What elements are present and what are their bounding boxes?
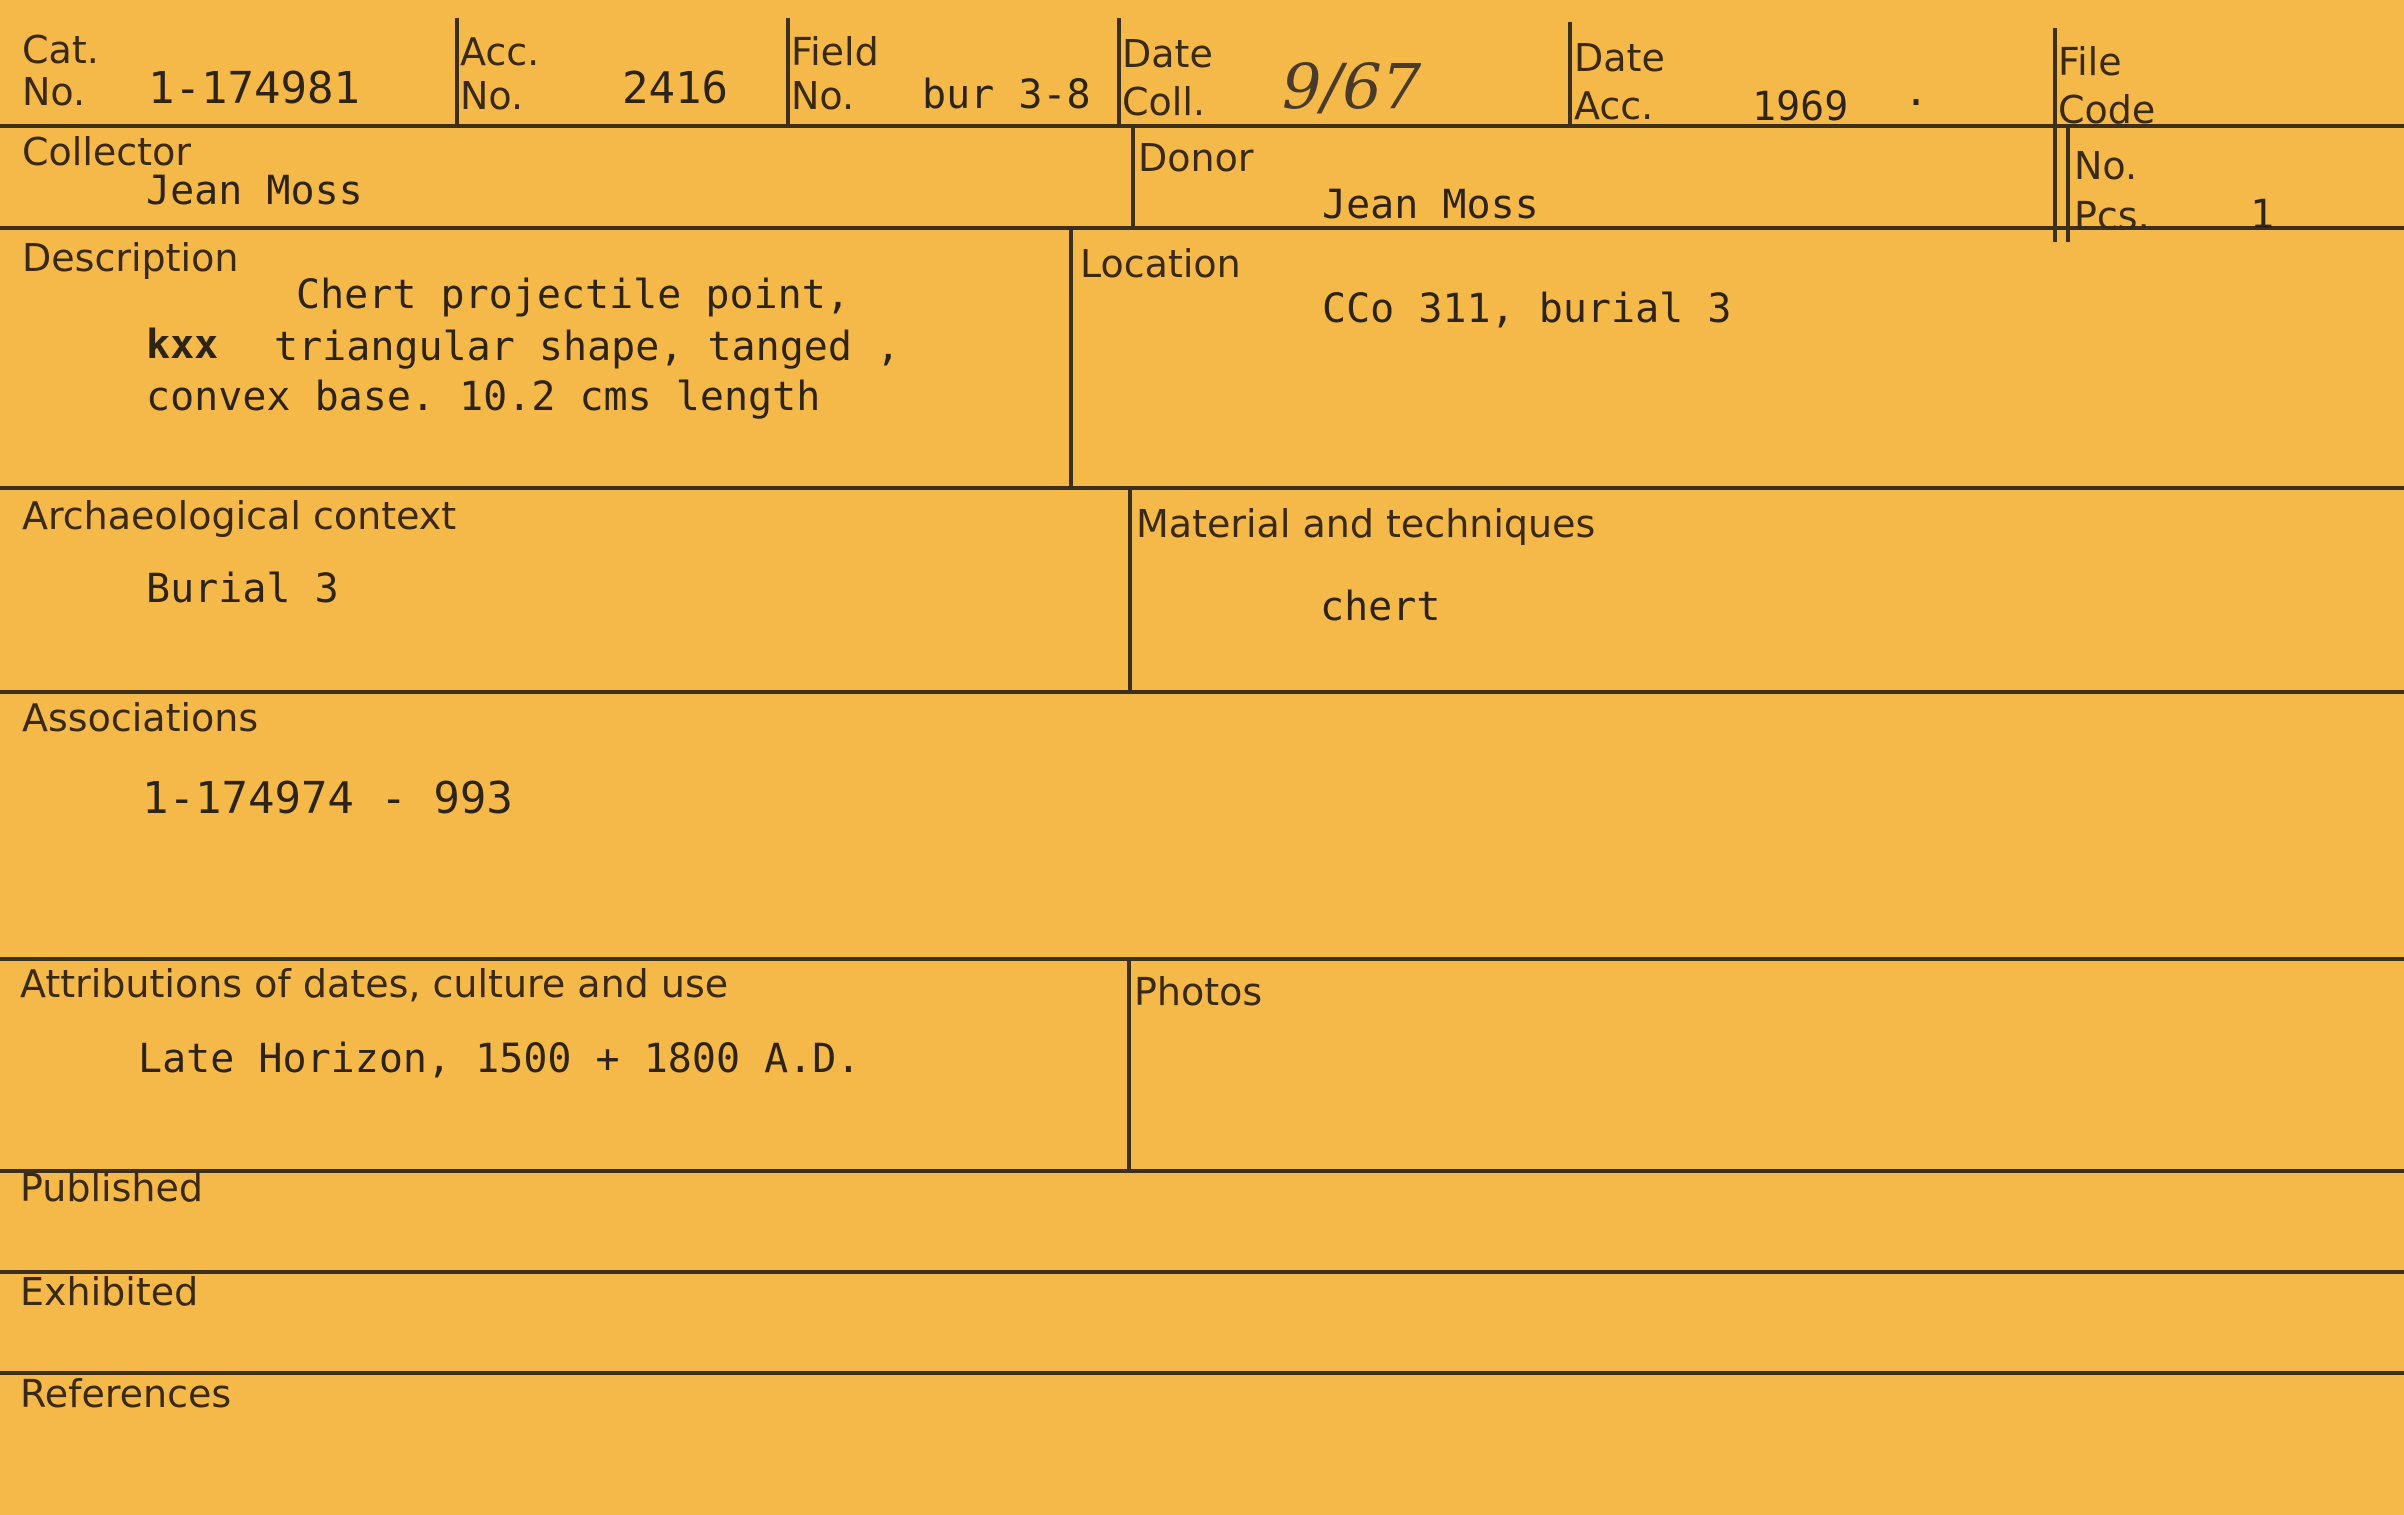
- rule-header-bottom: [0, 124, 2404, 128]
- rule-attributions-bottom: [0, 1169, 2404, 1173]
- donor-value: Jean Moss: [1322, 182, 1539, 228]
- references-label: References: [20, 1372, 232, 1416]
- date-acc-mark: ·: [1904, 80, 1929, 126]
- description-label: Description: [22, 236, 239, 280]
- exhibited-label: Exhibited: [20, 1270, 199, 1314]
- no-pcs-value: 1: [2250, 192, 2275, 238]
- file-code-label-2: Code: [2058, 88, 2156, 132]
- context-label: Archaeological context: [22, 494, 457, 538]
- date-coll-value: 9/67: [1282, 50, 1422, 123]
- rule-v-filecode: [2053, 28, 2057, 242]
- date-acc-label-1: Date: [1574, 36, 1665, 80]
- collector-label: Collector: [22, 130, 191, 174]
- rule-v-donor-pcs: [2066, 126, 2070, 242]
- location-label: Location: [1080, 242, 1241, 286]
- description-line-1: Chert projectile point,: [296, 272, 850, 318]
- file-code-label-1: File: [2058, 40, 2122, 84]
- rule-v-datecoll-dateacc: [1568, 22, 1572, 126]
- description-line-2: triangular shape, tanged ,: [274, 324, 901, 370]
- rule-v-context-material: [1128, 488, 1132, 692]
- date-coll-label-2: Coll.: [1122, 80, 1205, 124]
- rule-description-bottom: [0, 486, 2404, 490]
- context-value: Burial 3: [146, 566, 339, 612]
- attributions-label: Attributions of dates, culture and use: [20, 962, 729, 1006]
- no-pcs-label-2: Pcs.: [2074, 194, 2150, 238]
- associations-value: 1-174974 - 993: [142, 773, 513, 824]
- attributions-value: Late Horizon, 1500 + 1800 A.D.: [138, 1036, 861, 1082]
- rule-v-field-datecoll: [1117, 18, 1121, 126]
- rule-collector-bottom: [0, 226, 2404, 230]
- rule-context-bottom: [0, 690, 2404, 694]
- rule-published-bottom: [0, 1270, 2404, 1274]
- description-struck-text: kxx: [146, 322, 219, 368]
- field-label-2: No.: [791, 74, 855, 118]
- acc-label-2: No.: [460, 74, 524, 118]
- rule-v-acc-field: [786, 18, 790, 126]
- cat-label-2: No.: [22, 70, 86, 114]
- rule-v-collector-donor: [1131, 126, 1135, 228]
- field-no-value: bur 3-8: [922, 72, 1091, 118]
- material-value: chert: [1320, 584, 1441, 630]
- rule-v-description-location: [1069, 228, 1073, 488]
- date-acc-value: 1969: [1752, 84, 1849, 130]
- cat-label-1: Cat.: [22, 28, 99, 72]
- rule-v-cat-acc: [455, 18, 459, 126]
- rule-exhibited-bottom: [0, 1371, 2404, 1375]
- photos-label: Photos: [1134, 970, 1263, 1014]
- field-label-1: Field: [791, 30, 879, 74]
- donor-label: Donor: [1138, 136, 1254, 180]
- date-coll-label-1: Date: [1122, 32, 1213, 76]
- acc-label-1: Acc.: [460, 30, 540, 74]
- date-acc-label-2: Acc.: [1574, 84, 1654, 128]
- description-line-3: convex base. 10.2 cms length: [146, 374, 821, 420]
- associations-label: Associations: [22, 696, 259, 740]
- published-label: Published: [20, 1166, 203, 1210]
- cat-no-value: 1-174981: [148, 63, 360, 114]
- location-value: CCo 311, burial 3: [1322, 286, 1732, 332]
- rule-associations-bottom: [0, 957, 2404, 961]
- acc-no-value: 2416: [622, 63, 728, 114]
- material-label: Material and techniques: [1136, 502, 1596, 546]
- rule-v-attributions-photos: [1127, 959, 1131, 1169]
- collector-value: Jean Moss: [146, 168, 363, 214]
- no-pcs-label-1: No.: [2074, 144, 2138, 188]
